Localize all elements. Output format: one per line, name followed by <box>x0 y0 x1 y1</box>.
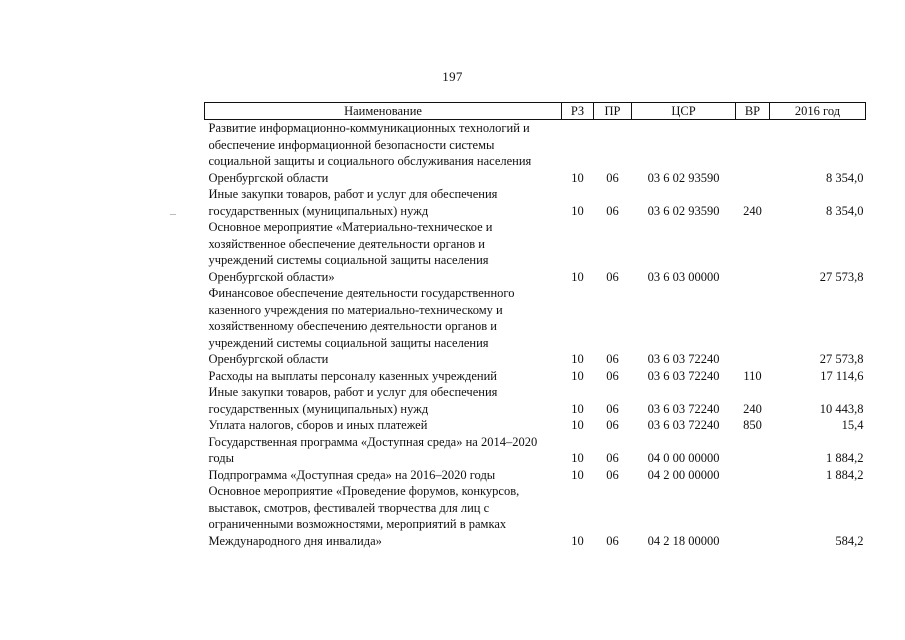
row-name: Иные закупки товаров, работ и услуг для обеспечения государственных (муниципальных) нужд <box>208 385 498 416</box>
row-pr: 06 <box>606 352 619 366</box>
row-vr <box>736 434 770 467</box>
row-rz: 10 <box>571 418 584 432</box>
row-vr <box>736 483 770 549</box>
header-rz: РЗ <box>562 103 594 120</box>
row-pr: 06 <box>606 368 619 383</box>
table-row <box>205 368 866 385</box>
row-csr: 03 6 03 00000 <box>647 269 720 284</box>
page-number: 197 <box>442 69 463 84</box>
table-row <box>205 384 866 417</box>
row-rz: 10 <box>571 170 584 185</box>
row-rz: 10 <box>571 352 584 366</box>
row-csr: 03 6 03 72240 <box>647 418 720 432</box>
row-pr: 06 <box>606 269 619 284</box>
table-row <box>205 434 866 467</box>
row-sum: 1 884,2 <box>826 451 864 465</box>
row-csr: 04 0 00 00000 <box>647 451 720 465</box>
row-vr <box>736 219 770 285</box>
row-rz: 10 <box>571 451 584 465</box>
row-csr: 03 6 02 93590 <box>647 203 720 218</box>
row-name: Основное мероприятие «Проведение форумов, конкурсов, выставок, смотров, фестивалей творчества для лиц с ограниченными возможностями, мероприятий в рамках Международного дня инвалида» <box>208 484 520 548</box>
table-header <box>205 103 866 120</box>
row-sum: 27 573,8 <box>819 269 864 284</box>
row-sum: 1 884,2 <box>826 467 864 482</box>
row-name: Развитие информационно-коммуникационных технологий и обеспечение информационной безопасности системы социальной защиты и социального обслуживания населения Оренбургской области <box>208 121 532 185</box>
row-sum: 8 354,0 <box>826 170 864 185</box>
row-sum: 10 443,8 <box>819 401 864 416</box>
header-year: 2016 год <box>770 103 866 120</box>
row-csr: 03 6 03 72240 <box>647 401 720 416</box>
row-pr: 06 <box>606 418 619 432</box>
row-csr: 03 6 03 72240 <box>647 352 720 366</box>
row-rz: 10 <box>571 203 584 218</box>
row-pr: 06 <box>606 533 619 548</box>
row-rz: 10 <box>571 269 584 284</box>
row-vr: 240 <box>743 203 762 218</box>
header-csr: ЦСР <box>632 103 736 120</box>
row-sum: 17 114,6 <box>820 368 864 383</box>
table-row <box>205 467 866 484</box>
table-row <box>205 120 866 187</box>
row-sum: 8 354,0 <box>826 203 864 218</box>
table-row <box>205 285 866 368</box>
row-vr: 110 <box>743 368 762 383</box>
table-body <box>205 120 866 550</box>
row-pr: 06 <box>606 170 619 185</box>
row-sum: 27 573,8 <box>819 352 864 366</box>
row-csr: 03 6 03 72240 <box>647 368 720 383</box>
row-csr: 04 2 00 00000 <box>647 467 720 482</box>
row-vr: 850 <box>743 418 762 432</box>
row-rz: 10 <box>571 467 584 482</box>
row-name: Расходы на выплаты персоналу казенных учреждений <box>208 368 497 383</box>
row-name: Финансовое обеспечение деятельности государственного казенного учреждения по материально-техническому и хозяйственному обеспечению деятельности органов и учреждений системы социальной защиты населения Оренбургской области <box>208 286 515 366</box>
table-row <box>205 417 866 434</box>
header-name: Наименование <box>205 103 562 120</box>
row-vr <box>736 467 770 484</box>
row-pr: 06 <box>606 401 619 416</box>
row-rz: 10 <box>571 368 584 383</box>
row-name: Иные закупки товаров, работ и услуг для обеспечения государственных (муниципальных) нужд <box>208 187 498 218</box>
budget-table <box>204 102 866 549</box>
row-name: Уплата налогов, сборов и иных платежей <box>208 418 428 432</box>
row-csr: 03 6 02 93590 <box>647 170 720 185</box>
row-sum: 15,4 <box>841 418 864 432</box>
table-row <box>205 186 866 219</box>
row-csr: 04 2 18 00000 <box>647 533 720 548</box>
table-row <box>205 483 866 549</box>
table-row <box>205 219 866 285</box>
row-pr: 06 <box>606 467 619 482</box>
row-vr: 240 <box>743 401 762 416</box>
row-rz: 10 <box>571 533 584 548</box>
header-pr: ПР <box>594 103 632 120</box>
row-vr <box>736 285 770 368</box>
row-vr <box>736 120 770 187</box>
row-rz: 10 <box>571 401 584 416</box>
row-name: Подпрограмма «Доступная среда» на 2016–2020 годы <box>208 467 496 482</box>
row-name: Государственная программа «Доступная среда» на 2014–2020 годы <box>208 434 538 465</box>
margin-mark <box>170 214 176 215</box>
row-sum: 584,2 <box>835 533 864 548</box>
row-pr: 06 <box>606 203 619 218</box>
header-vr: ВР <box>736 103 770 120</box>
row-name: Основное мероприятие «Материально-техническое и хозяйственное обеспечение деятельности органов и учреждений системы социальной защиты населения Оренбургской области» <box>208 220 493 284</box>
row-pr: 06 <box>606 451 619 465</box>
